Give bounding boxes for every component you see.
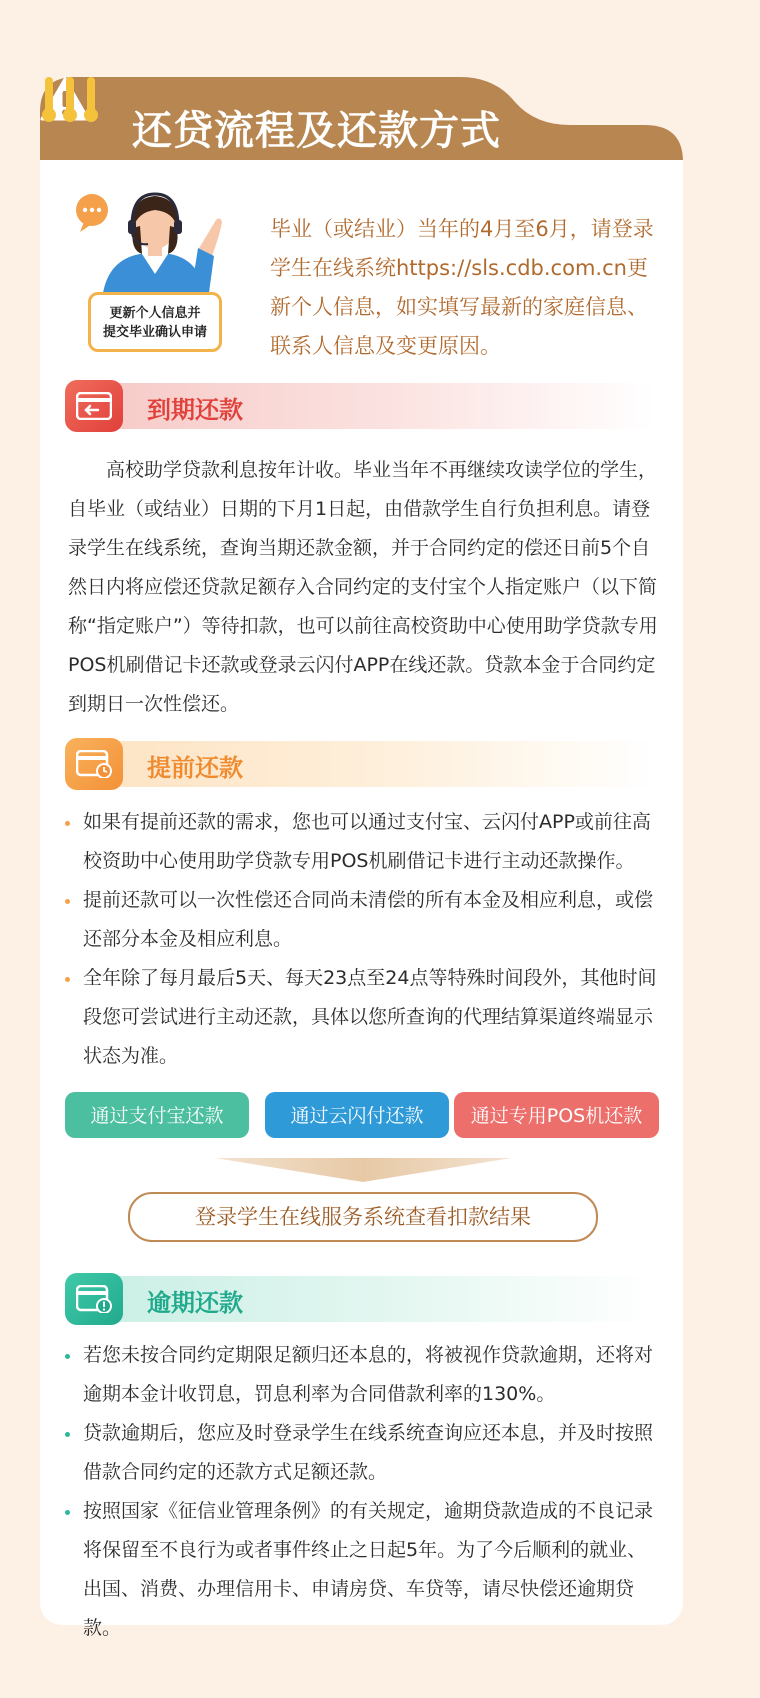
customer-service-icon <box>70 190 240 300</box>
binder-pins-icon <box>40 77 100 125</box>
card-alert-icon <box>65 1273 123 1325</box>
bullet-dot <box>65 899 70 904</box>
section-title-due: 到期还款 <box>147 396 243 424</box>
early-list <box>65 803 665 1076</box>
overdue-list <box>65 1336 665 1648</box>
bullet-dot <box>65 1510 70 1515</box>
list-item: 提前还款可以一次性偿还合同尚未清偿的所有本金及相应利息，或偿还部分本金及相应利息。 <box>65 881 665 959</box>
unionpay-repay-button[interactable]: 通过云闪付还款 <box>265 1092 449 1138</box>
list-item: 如果有提前还款的需求，您也可以通过支付宝、云闪付APP或前往高校资助中心使用助学贷款专用POS机刷借记卡进行主动还款操作。 <box>65 803 665 881</box>
intro-text: 毕业（或结业）当年的4月至6月，请登录学生在线系统https://sls.cdb.com.cn更新个人信息，如实填写最新的家庭信息、联系人信息及变更原因。 <box>270 217 654 358</box>
bullet-dot <box>65 821 70 826</box>
check-result-button[interactable]: 登录学生在线服务系统查看扣款结果 <box>128 1192 598 1242</box>
service-avatar <box>70 190 240 360</box>
due-paragraph: 高校助学贷款利息按年计收。毕业当年不再继续攻读学位的学生，自毕业（或结业）日期的下月1日起，由借款学生自行负担利息。请登录学生在线系统，查询当期还款金额，并于合同约定的偿还日前5个自然日内将应偿还贷款足额存入合同约定的支付宝个人指定账户（以下简称“指定账户”）等待扣款，也可以前往高校资助中心使用助学贷款专用POS机刷借记卡还款或登录云闪付APP在线还款。贷款本金于合同约定到期日一次性偿还。 <box>68 459 658 715</box>
bullet-dot <box>65 1354 70 1359</box>
section-title-early: 提前还款 <box>147 754 243 782</box>
list-item: 全年除了每月最后5天、每天23点至24点等特殊时间段外，其他时间段您可尝试进行主动还款，具体以您所查询的代理结算渠道终端显示状态为准。 <box>65 959 665 1076</box>
card-clock-icon <box>65 738 123 790</box>
card-return-icon <box>65 380 123 432</box>
section-header-due <box>65 380 655 432</box>
list-item: 若您未按合同约定期限足额归还本息的，将被视作贷款逾期，还将对逾期本金计收罚息，罚息利率为合同借款利率的130%。 <box>65 1336 665 1414</box>
list-item: 贷款逾期后，您应及时登录学生在线系统查询应还本息，并及时按照借款合同约定的还款方式足额还款。 <box>65 1414 665 1492</box>
page-title: 还贷流程及还款方式 <box>132 108 501 154</box>
arrow-down-icon <box>215 1158 511 1182</box>
section-title-overdue: 逾期还款 <box>147 1289 243 1317</box>
pos-repay-button[interactable]: 通过专用POS机还款 <box>454 1092 659 1138</box>
bullet-dot <box>65 977 70 982</box>
avatar-label: 更新个人信息并 提交毕业确认申请 <box>88 292 222 352</box>
section-header-overdue <box>65 1273 655 1325</box>
alipay-repay-button[interactable]: 通过支付宝还款 <box>65 1092 249 1138</box>
section-header-early <box>65 738 655 790</box>
list-item: 按照国家《征信业管理条例》的有关规定，逾期贷款造成的不良记录将保留至不良行为或者事件终止之日起5年。为了今后顺利的就业、出国、消费、办理信用卡、申请房贷、车贷等，请尽快偿还逾期贷款。 <box>65 1492 665 1648</box>
bullet-dot <box>65 1432 70 1437</box>
